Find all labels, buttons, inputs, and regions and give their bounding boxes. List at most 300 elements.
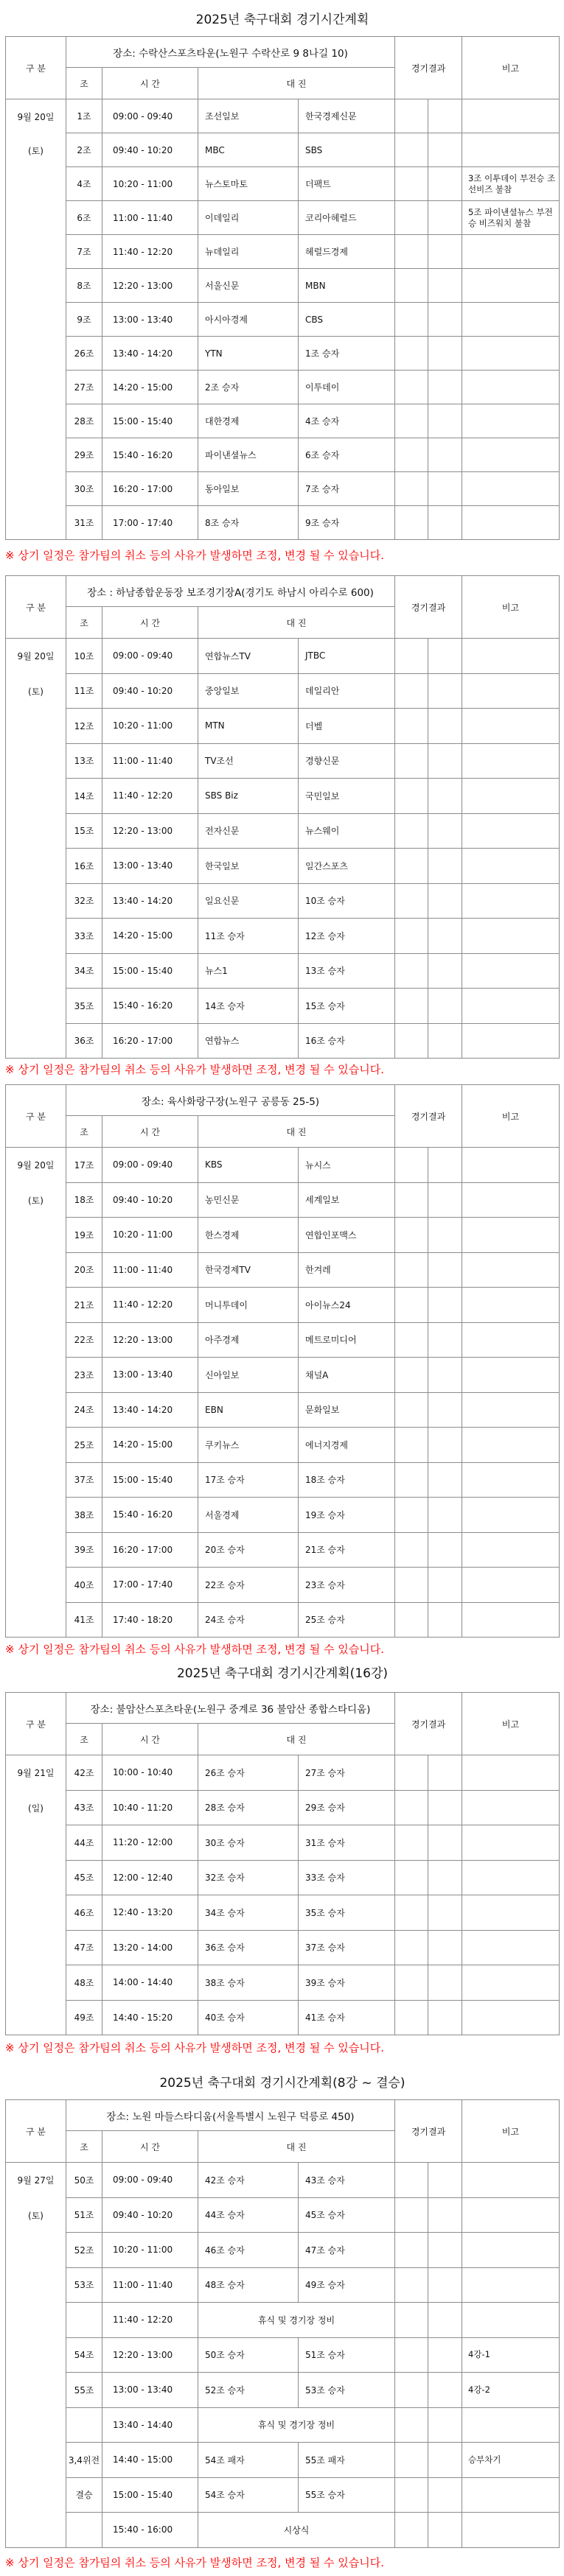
remarks-cell <box>462 2163 560 2198</box>
match-time: 11:40 - 12:20 <box>102 1288 198 1323</box>
venue-label: 장소 : 하남종합운동장 보조경기장A(경기도 하남시 아리수로 600) <box>66 576 395 607</box>
match-number: 26조 <box>66 337 102 371</box>
match-number: 8조 <box>66 269 102 303</box>
result-score-home <box>395 2408 428 2443</box>
team-away: 25조 승자 <box>299 1603 395 1638</box>
team-away: 51조 승자 <box>299 2338 395 2373</box>
match-number: 43조 <box>66 1791 102 1826</box>
team-home: SBS Biz <box>198 779 299 814</box>
header-match-number: 조 <box>66 1116 102 1148</box>
remarks-cell <box>462 1218 560 1253</box>
header-time: 시 간 <box>102 607 198 639</box>
match-weekday: (토) <box>28 2210 43 2221</box>
result-score-away <box>428 235 462 269</box>
remarks-cell <box>462 2303 560 2338</box>
team-home: 중앙일보 <box>198 674 299 709</box>
header-time: 시 간 <box>102 1116 198 1148</box>
result-score-home <box>395 269 428 303</box>
result-score-away <box>428 1323 462 1358</box>
team-home: 52조 승자 <box>198 2373 299 2408</box>
match-time: 17:00 - 17:40 <box>102 1568 198 1603</box>
header-time: 시 간 <box>102 2131 198 2163</box>
match-number: 49조 <box>66 2001 102 2036</box>
remarks-cell <box>462 1024 560 1059</box>
match-number: 6조 <box>66 201 102 235</box>
result-score-home <box>395 2303 428 2338</box>
remarks-cell <box>462 1148 560 1183</box>
remarks-cell <box>462 639 560 674</box>
team-away: CBS <box>299 303 395 337</box>
header-result: 경기결과 <box>395 2100 462 2163</box>
team-away: 55조 패자 <box>299 2443 395 2478</box>
header-gubun: 구 분 <box>6 1693 66 1755</box>
remarks-cell <box>462 744 560 779</box>
header-matchup: 대 진 <box>198 2131 395 2163</box>
result-score-home <box>395 235 428 269</box>
result-score-home <box>395 167 428 201</box>
remarks-cell <box>462 506 560 540</box>
result-score-home <box>395 639 428 674</box>
result-score-home <box>395 1895 428 1931</box>
team-home: 2조 승자 <box>198 371 299 404</box>
match-time: 09:00 - 09:40 <box>102 1148 198 1183</box>
header-matchup: 대 진 <box>198 1724 395 1755</box>
team-away: 한겨레 <box>299 1253 395 1288</box>
match-time: 13:00 - 13:40 <box>102 2373 198 2408</box>
result-score-home <box>395 1498 428 1533</box>
schedule-title: 2025년 축구대회 경기시간계획 <box>195 13 369 27</box>
header-result: 경기결과 <box>395 37 462 99</box>
venue-label: 장소: 불암산스포츠타운(노원구 중계로 36 불암산 종합스타디움) <box>66 1693 395 1724</box>
schedule-table-quarterfinal-to-final <box>5 2099 560 2548</box>
result-score-away <box>428 2478 462 2513</box>
team-away: 27조 승자 <box>299 1755 395 1791</box>
result-score-home <box>395 1965 428 2001</box>
remarks-cell <box>462 303 560 337</box>
result-score-away <box>428 2373 462 2408</box>
result-score-home <box>395 744 428 779</box>
remarks-cell <box>462 438 560 472</box>
remarks-cell <box>462 1568 560 1603</box>
result-score-away <box>428 744 462 779</box>
match-time: 13:40 - 14:20 <box>102 884 198 919</box>
result-score-away <box>428 201 462 235</box>
match-number: 54조 <box>66 2338 102 2373</box>
result-score-away <box>428 2338 462 2373</box>
match-number: 36조 <box>66 1024 102 1059</box>
match-number: 19조 <box>66 1218 102 1253</box>
match-number: 44조 <box>66 1825 102 1861</box>
match-number <box>66 2408 102 2443</box>
match-number: 3,4위전 <box>66 2443 102 2478</box>
team-home: EBN <box>198 1393 299 1428</box>
remarks-cell <box>462 1825 560 1861</box>
team-away: JTBC <box>299 639 395 674</box>
venue-label: 장소: 육사화랑구장(노원구 공릉동 25-5) <box>66 1085 395 1116</box>
team-home: 아주경제 <box>198 1323 299 1358</box>
remarks-cell <box>462 1323 560 1358</box>
result-score-home <box>395 849 428 884</box>
header-remarks: 비고 <box>462 1085 560 1148</box>
team-away: 뉴시스 <box>299 1148 395 1183</box>
result-score-home <box>395 2198 428 2233</box>
result-score-away <box>428 371 462 404</box>
schedule-event: 시상식 <box>198 2513 395 2548</box>
result-score-home <box>395 2338 428 2373</box>
match-time: 15:40 - 16:20 <box>102 1498 198 1533</box>
team-home: KBS <box>198 1148 299 1183</box>
match-time: 11:00 - 11:40 <box>102 2268 198 2303</box>
remarks-cell <box>462 1428 560 1463</box>
result-score-away <box>428 779 462 814</box>
match-number: 30조 <box>66 472 102 506</box>
match-number: 47조 <box>66 1931 102 1966</box>
team-away: 더팩트 <box>299 167 395 201</box>
team-home: 54조 승자 <box>198 2478 299 2513</box>
remarks-cell <box>462 1183 560 1218</box>
match-number: 13조 <box>66 744 102 779</box>
match-number: 1조 <box>66 99 102 133</box>
match-time: 12:40 - 13:20 <box>102 1895 198 1931</box>
result-score-home <box>395 99 428 133</box>
result-score-away <box>428 989 462 1024</box>
match-time: 17:00 - 17:40 <box>102 506 198 540</box>
team-away: 문화일보 <box>299 1393 395 1428</box>
schedule-change-notice: ※ 상기 일정은 참가팀의 취소 등의 사유가 발생하면 조정, 변경 될 수 있습니다. <box>5 1643 385 1656</box>
result-score-away <box>428 1183 462 1218</box>
result-score-away <box>428 1218 462 1253</box>
result-score-home <box>395 1861 428 1896</box>
team-away: 데일리안 <box>299 674 395 709</box>
header-matchup: 대 진 <box>198 607 395 639</box>
match-number: 45조 <box>66 1861 102 1896</box>
match-time: 10:20 - 11:00 <box>102 2233 198 2268</box>
header-gubun: 구 분 <box>6 37 66 99</box>
match-time: 13:40 - 14:40 <box>102 2408 198 2443</box>
match-date: 9월 20일 <box>17 111 55 122</box>
remarks-cell <box>462 1533 560 1568</box>
match-number: 4조 <box>66 167 102 201</box>
team-away: 13조 승자 <box>299 954 395 989</box>
result-score-away <box>428 2163 462 2198</box>
team-home: MBC <box>198 133 299 167</box>
header-match-number: 조 <box>66 68 102 99</box>
result-score-home <box>395 438 428 472</box>
team-away: 채널A <box>299 1358 395 1393</box>
team-away: 더벨 <box>299 709 395 744</box>
header-gubun: 구 분 <box>6 2100 66 2163</box>
header-remarks: 비고 <box>462 576 560 639</box>
match-time: 14:40 - 15:00 <box>102 2443 198 2478</box>
result-score-home <box>395 2478 428 2513</box>
match-time: 14:20 - 15:00 <box>102 1428 198 1463</box>
result-score-away <box>428 1861 462 1896</box>
team-away: 16조 승자 <box>299 1024 395 1059</box>
match-number: 22조 <box>66 1323 102 1358</box>
result-score-home <box>395 884 428 919</box>
team-away: MBN <box>299 269 395 303</box>
remarks-cell <box>462 779 560 814</box>
match-weekday: (토) <box>28 686 43 697</box>
result-score-home <box>395 1463 428 1498</box>
schedule-title-quarterfinal-to-final: 2025년 축구대회 경기시간계획(8강 ~ 결승) <box>159 2076 405 2091</box>
result-score-away <box>428 404 462 438</box>
remarks-cell <box>462 1791 560 1826</box>
schedule-table-hwarang <box>5 1084 560 1638</box>
remarks-cell <box>462 1965 560 2001</box>
team-home: 연합뉴스 <box>198 1024 299 1059</box>
team-home: 일요신문 <box>198 884 299 919</box>
remarks-cell <box>462 1603 560 1638</box>
header-gubun: 구 분 <box>6 1085 66 1148</box>
result-score-away <box>428 674 462 709</box>
result-score-home <box>395 2163 428 2198</box>
match-number: 25조 <box>66 1428 102 1463</box>
team-home: 50조 승자 <box>198 2338 299 2373</box>
team-home: 28조 승자 <box>198 1791 299 1826</box>
remarks-cell <box>462 1931 560 1966</box>
team-home: 한스경제 <box>198 1218 299 1253</box>
result-score-away <box>428 1463 462 1498</box>
result-score-away <box>428 2268 462 2303</box>
team-away: 35조 승자 <box>299 1895 395 1931</box>
match-time: 11:40 - 12:20 <box>102 779 198 814</box>
result-score-home <box>395 1024 428 1059</box>
match-time: 14:40 - 15:20 <box>102 2001 198 2036</box>
result-score-away <box>428 2233 462 2268</box>
remarks-cell <box>462 404 560 438</box>
result-score-away <box>428 1603 462 1638</box>
result-score-away <box>428 2303 462 2338</box>
match-time: 16:20 - 17:00 <box>102 1024 198 1059</box>
match-time: 15:40 - 16:00 <box>102 2513 198 2548</box>
team-away: 세계일보 <box>299 1183 395 1218</box>
team-home: 24조 승자 <box>198 1603 299 1638</box>
result-score-away <box>428 2198 462 2233</box>
team-home: 아시아경제 <box>198 303 299 337</box>
team-home: 연합뉴스TV <box>198 639 299 674</box>
venue-label: 장소: 노원 마들스타디움(서울특별시 노원구 덕릉로 450) <box>66 2100 395 2131</box>
match-number: 35조 <box>66 989 102 1024</box>
remarks-cell <box>462 1463 560 1498</box>
team-away: 15조 승자 <box>299 989 395 1024</box>
remarks-cell <box>462 371 560 404</box>
match-date-cell <box>6 2163 66 2548</box>
match-time: 09:00 - 09:40 <box>102 2163 198 2198</box>
result-score-home <box>395 954 428 989</box>
team-home: 한국경제TV <box>198 1253 299 1288</box>
result-score-home <box>395 2513 428 2548</box>
remarks-cell: 4강-2 <box>462 2373 560 2408</box>
match-date-cell <box>6 1755 66 2035</box>
match-number: 42조 <box>66 1755 102 1791</box>
match-number: 27조 <box>66 371 102 404</box>
result-score-home <box>395 1825 428 1861</box>
remarks-cell <box>462 2001 560 2036</box>
match-weekday: (토) <box>28 145 43 156</box>
match-number: 29조 <box>66 438 102 472</box>
match-time: 16:20 - 17:00 <box>102 472 198 506</box>
team-home: 26조 승자 <box>198 1755 299 1791</box>
result-score-away <box>428 1358 462 1393</box>
team-home: 머니투데이 <box>198 1288 299 1323</box>
match-time: 15:00 - 15:40 <box>102 954 198 989</box>
result-score-home <box>395 1791 428 1826</box>
team-home: 대한경제 <box>198 404 299 438</box>
schedule-title-round-of-16: 2025년 축구대회 경기시간계획(16강) <box>176 1666 389 1681</box>
team-away: 37조 승자 <box>299 1931 395 1966</box>
result-score-away <box>428 1288 462 1323</box>
result-score-home <box>395 2268 428 2303</box>
result-score-away <box>428 919 462 954</box>
remarks-cell <box>462 472 560 506</box>
team-away: 한국경제신문 <box>299 99 395 133</box>
result-score-away <box>428 1253 462 1288</box>
result-score-home <box>395 1148 428 1183</box>
result-score-away <box>428 337 462 371</box>
remarks-cell <box>462 269 560 303</box>
remarks-cell: 4강-1 <box>462 2338 560 2373</box>
team-home: 32조 승자 <box>198 1861 299 1896</box>
result-score-home <box>395 1253 428 1288</box>
schedule-change-notice: ※ 상기 일정은 참가팀의 취소 등의 사유가 발생하면 조정, 변경 될 수 있습니다. <box>5 549 385 562</box>
result-score-home <box>395 1568 428 1603</box>
team-home: 11조 승자 <box>198 919 299 954</box>
match-date-cell <box>6 639 66 1059</box>
result-score-home <box>395 1323 428 1358</box>
result-score-home <box>395 919 428 954</box>
venue-label: 장소: 수락산스포츠타운(노원구 수락산로 9 8나길 10) <box>66 37 395 68</box>
match-number: 31조 <box>66 506 102 540</box>
result-score-home <box>395 674 428 709</box>
team-away: 일간스포츠 <box>299 849 395 884</box>
header-result: 경기결과 <box>395 576 462 639</box>
remarks-cell <box>462 2268 560 2303</box>
result-score-away <box>428 1791 462 1826</box>
match-date: 9월 20일 <box>17 651 55 662</box>
match-number: 9조 <box>66 303 102 337</box>
match-number: 10조 <box>66 639 102 674</box>
team-home: MTN <box>198 709 299 744</box>
team-home: 30조 승자 <box>198 1825 299 1861</box>
match-time: 12:20 - 13:00 <box>102 2338 198 2373</box>
team-home: 뉴스토마토 <box>198 167 299 201</box>
match-number: 55조 <box>66 2373 102 2408</box>
result-score-away <box>428 438 462 472</box>
team-home: 한국일보 <box>198 849 299 884</box>
team-away: 국민일보 <box>299 779 395 814</box>
team-home: 44조 승자 <box>198 2198 299 2233</box>
result-score-home <box>395 337 428 371</box>
team-home: YTN <box>198 337 299 371</box>
result-score-away <box>428 1148 462 1183</box>
schedule-change-notice: ※ 상기 일정은 참가팀의 취소 등의 사유가 발생하면 조정, 변경 될 수 있습니다. <box>5 1063 385 1076</box>
result-score-away <box>428 2513 462 2548</box>
remarks-cell <box>462 1288 560 1323</box>
team-away: 4조 승자 <box>299 404 395 438</box>
match-number: 46조 <box>66 1895 102 1931</box>
remarks-cell <box>462 1358 560 1393</box>
result-score-home <box>395 2001 428 2036</box>
team-home: 신아일보 <box>198 1358 299 1393</box>
remarks-cell <box>462 99 560 133</box>
match-number: 41조 <box>66 1603 102 1638</box>
result-score-away <box>428 709 462 744</box>
result-score-home <box>395 506 428 540</box>
result-score-home <box>395 472 428 506</box>
match-time: 09:40 - 10:20 <box>102 674 198 709</box>
result-score-home <box>395 133 428 167</box>
match-date-cell <box>6 99 66 540</box>
header-remarks: 비고 <box>462 2100 560 2163</box>
team-away: 연합인포맥스 <box>299 1218 395 1253</box>
header-match-number: 조 <box>66 2131 102 2163</box>
team-away: 53조 승자 <box>299 2373 395 2408</box>
result-score-away <box>428 814 462 849</box>
match-time: 15:00 - 15:40 <box>102 1463 198 1498</box>
schedule-event: 휴식 및 경기장 정비 <box>198 2303 395 2338</box>
team-home: 이데일리 <box>198 201 299 235</box>
match-time: 14:00 - 14:40 <box>102 1965 198 2001</box>
result-score-home <box>395 201 428 235</box>
team-away: 43조 승자 <box>299 2163 395 2198</box>
team-home: 뉴데일리 <box>198 235 299 269</box>
team-away: 18조 승자 <box>299 1463 395 1498</box>
result-score-home <box>395 1533 428 1568</box>
match-time: 14:20 - 15:00 <box>102 371 198 404</box>
header-gubun: 구 분 <box>6 576 66 639</box>
result-score-home <box>395 1218 428 1253</box>
result-score-away <box>428 1568 462 1603</box>
remarks-cell <box>462 2478 560 2513</box>
match-time: 09:40 - 10:20 <box>102 2198 198 2233</box>
result-score-home <box>395 779 428 814</box>
team-home: 34조 승자 <box>198 1895 299 1931</box>
schedule-table-round-of-16 <box>5 1692 560 2035</box>
header-match-number: 조 <box>66 607 102 639</box>
remarks-cell <box>462 849 560 884</box>
remarks-cell <box>462 989 560 1024</box>
header-match-number: 조 <box>66 1724 102 1755</box>
team-away: 19조 승자 <box>299 1498 395 1533</box>
team-away: 코리아헤럴드 <box>299 201 395 235</box>
header-remarks: 비고 <box>462 1693 560 1755</box>
team-home: 동아일보 <box>198 472 299 506</box>
match-time: 11:00 - 11:40 <box>102 201 198 235</box>
team-away: 21조 승자 <box>299 1533 395 1568</box>
header-result: 경기결과 <box>395 1693 462 1755</box>
team-away: 10조 승자 <box>299 884 395 919</box>
match-number: 15조 <box>66 814 102 849</box>
team-away: 47조 승자 <box>299 2233 395 2268</box>
match-number: 17조 <box>66 1148 102 1183</box>
match-time: 10:00 - 10:40 <box>102 1755 198 1791</box>
match-number: 2조 <box>66 133 102 167</box>
match-time: 15:40 - 16:20 <box>102 989 198 1024</box>
match-time: 11:00 - 11:40 <box>102 744 198 779</box>
result-score-away <box>428 884 462 919</box>
result-score-away <box>428 167 462 201</box>
match-time: 12:20 - 13:00 <box>102 269 198 303</box>
match-time: 09:00 - 09:40 <box>102 639 198 674</box>
team-home: 36조 승자 <box>198 1931 299 1966</box>
match-time: 13:20 - 14:00 <box>102 1931 198 1966</box>
schedule-change-notice: ※ 상기 일정은 참가팀의 취소 등의 사유가 발생하면 조정, 변경 될 수 있습니다. <box>5 2556 385 2569</box>
result-score-home <box>395 2443 428 2478</box>
result-score-away <box>428 1965 462 2001</box>
result-score-home <box>395 1931 428 1966</box>
result-score-away <box>428 639 462 674</box>
